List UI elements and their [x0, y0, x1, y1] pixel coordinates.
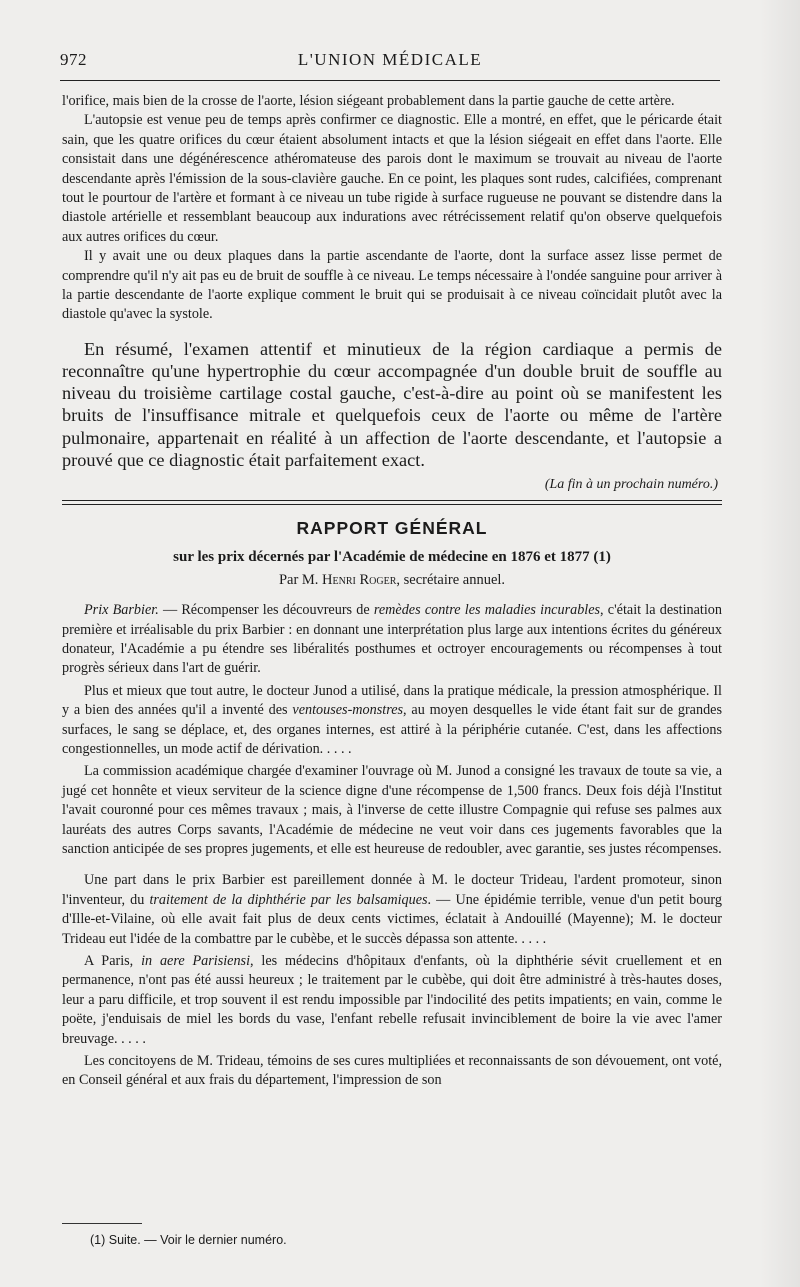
text-run: , au moyen desquelles le vide étant fait sur de grandes surfaces, le sang se déplace, et, des organes internes, est attiré à la périphérie cutanée. C'est, dans les affections congestionnelles, un mode actif de dérivation. . . . .: [62, 702, 722, 757]
section-divider: [62, 500, 722, 505]
paragraph: [62, 871, 722, 949]
report-title: RAPPORT GÉNÉRAL: [296, 518, 488, 539]
paragraph: Les concitoyens de M. Trideau, témoins de ses cures multipliées et reconnaissants de son dévouement, ont voté, en Conseil général et aux frais du département, l'impression de son: [62, 1053, 722, 1089]
paragraph: L'autopsie est venue peu de temps après confirmer ce diagnostic. Elle a montré, en effet, que le péricarde était sain, que les quatre orifices du cœur étaient absolument intacts et que la lésion siégeait en effet dans l'aorte. Elle consistait dans une dégénérescence athéromateuse des parois dont le maximum se trouvait au niveau de l'aorte descendante après l'émission de la sous-clavière gauche. En ce point, les plaques sont rudes, calcifiées, comprenant tout le pourtour de l'artère et formant à ce niveau un tube rigide à surface rugueuse ne pouvant se distendre dans la diastole artérielle et ressemblant beaucoup aux indurations avec rétrécissement relatif qu'on observe quelquefois aux autres orifices du cœur.: [62, 112, 722, 245]
running-head: [60, 50, 720, 76]
text-run: Plus et mieux que tout autre, le docteur Junod a utilisé, dans la pratique médicale, la pression atmosphérique. Il y a bien des années qu'il a inventé des: [62, 682, 722, 719]
paragraph: [62, 601, 722, 679]
page-edge-shadow: [760, 0, 800, 1287]
emphasis: traitement de la diphthérie par les balsamiques: [149, 891, 428, 908]
header-rule: [60, 80, 720, 81]
text-run: , les médecins d'hôpitaux d'enfants, où la diphthérie sévit cruellement et en permanence, n'ont pas été aussi heureux ; le traitement par le cubèbe, qui doit être administré à très-hautes doses, leur a paru difficile, et trop souvent il est rendu impossible par l'indocilité des petits impatients; en vain, comme le poëte, j'enduisais de miel les bords du vase, l'enfant rebelle refusait invinciblement de boire la vie avec l'amer breuvage. . . . .: [62, 953, 722, 1047]
byline-prefix: Par M.: [278, 572, 319, 589]
text-run: — Récompenser les découvreurs de: [158, 602, 374, 619]
page-number: 972: [60, 50, 87, 69]
continued-note: (La fin à un prochain numéro.): [544, 477, 718, 493]
summary-paragraph: En résumé, l'examen attentif et minutieux de la région cardiaque a permis de reconnaître qu'une hypertrophie du cœur accompagnée d'un double bruit de souffle au niveau du troisième cartilage costal gauche, c'est-à-dire au point où se manifestent les bruits de l'insuffisance mitrale et quelquefois ceux de l'aorte ou même de l'artère pulmonaire, appartenait en réalité à un affection de l'aorte descendante, et l'autopsie a prouvé que ce diagnostic était parfaitement exact.: [62, 338, 722, 470]
byline-suffix: , secrétaire annuel.: [396, 572, 506, 589]
paragraph: La commission académique chargée d'examiner l'ouvrage où M. Junod a consigné les travaux de toute sa vie, a jugé cet honnête et vieux serviteur de la science digne d'une récompense de 1,500 francs. Deux fois déjà l'Institut l'avait couronné pour ces mêmes travaux ; mais, à l'inverse de cette illustre Compagnie qui refuse ses palmes aux lauréats des autres Corps savants, l'Académie de médecine ne veut voir dans ces jugements favorables que la sanction anticipée de ses propres jugements, et elle est heureuse de redoubler, avec garantie, ses justes récompenses.: [62, 763, 722, 857]
paragraph: Il y avait une ou deux plaques dans la partie ascendante de l'aorte, dont la surface assez lisse permet de comprendre qu'il n'y ait pas eu de bruit de souffle à ce niveau. Le temps nécessaire à l'ondée sanguine pour arriver à la partie descendante de l'aorte explique comment le bruit qui se produisait à ce niveau coïncidait plutôt avec la diastole qu'avec la systole.: [62, 248, 722, 323]
report-subtitle: sur les prix décernés par l'Académie de médecine en 1876 et 1877 (1): [173, 549, 611, 566]
emphasis: ventouses-monstres: [292, 702, 404, 719]
footnote: (1) Suite. — Voir le dernier numéro.: [90, 1233, 287, 1247]
text-run: . — Une épidémie terrible, venue d'un petit bourg d'Ille-et-Vilaine, où elle avait fait plus de deux cents victimes, éclatait à Andouillé (Mayenne); M. le docteur Trideau eut l'idée de la combattre par le cubèbe, et le succès dépassa son attente. . . . .: [62, 891, 722, 947]
author-name: Henri Roger: [322, 572, 397, 589]
report-body: [62, 601, 722, 1091]
emphasis: remèdes contre les maladies incurables: [373, 602, 601, 619]
footnote-rule: [62, 1223, 142, 1224]
paragraph: l'orifice, mais bien de la crosse de l'aorte, lésion siégeant probablement dans la partie gauche de cette artère.: [62, 93, 675, 109]
text-run: , c'était la destination première et irréalisable du prix Barbier : en donnant une interprétation plus large aux intentions écrites du généreux donateur, l'Académie a pu étendre ses libéralités posthumes et octroyer encouragements ou récompenses à tout progrès sérieux dans l'art de guérir.: [62, 602, 722, 677]
journal-title: L'UNION MÉDICALE: [297, 50, 483, 69]
text-run: A Paris,: [84, 953, 142, 969]
paragraph: [62, 682, 722, 760]
paragraph: [62, 952, 722, 1049]
page-content: [62, 92, 722, 1091]
byline: [62, 572, 722, 589]
prize-label: Prix Barbier.: [84, 602, 159, 619]
text-run: Une part dans le prix Barbier est pareillement donnée à M. le docteur Trideau, l'ardent promoteur, sinon l'inventeur, du: [62, 872, 722, 908]
emphasis: in aere Parisiensi: [141, 953, 251, 969]
